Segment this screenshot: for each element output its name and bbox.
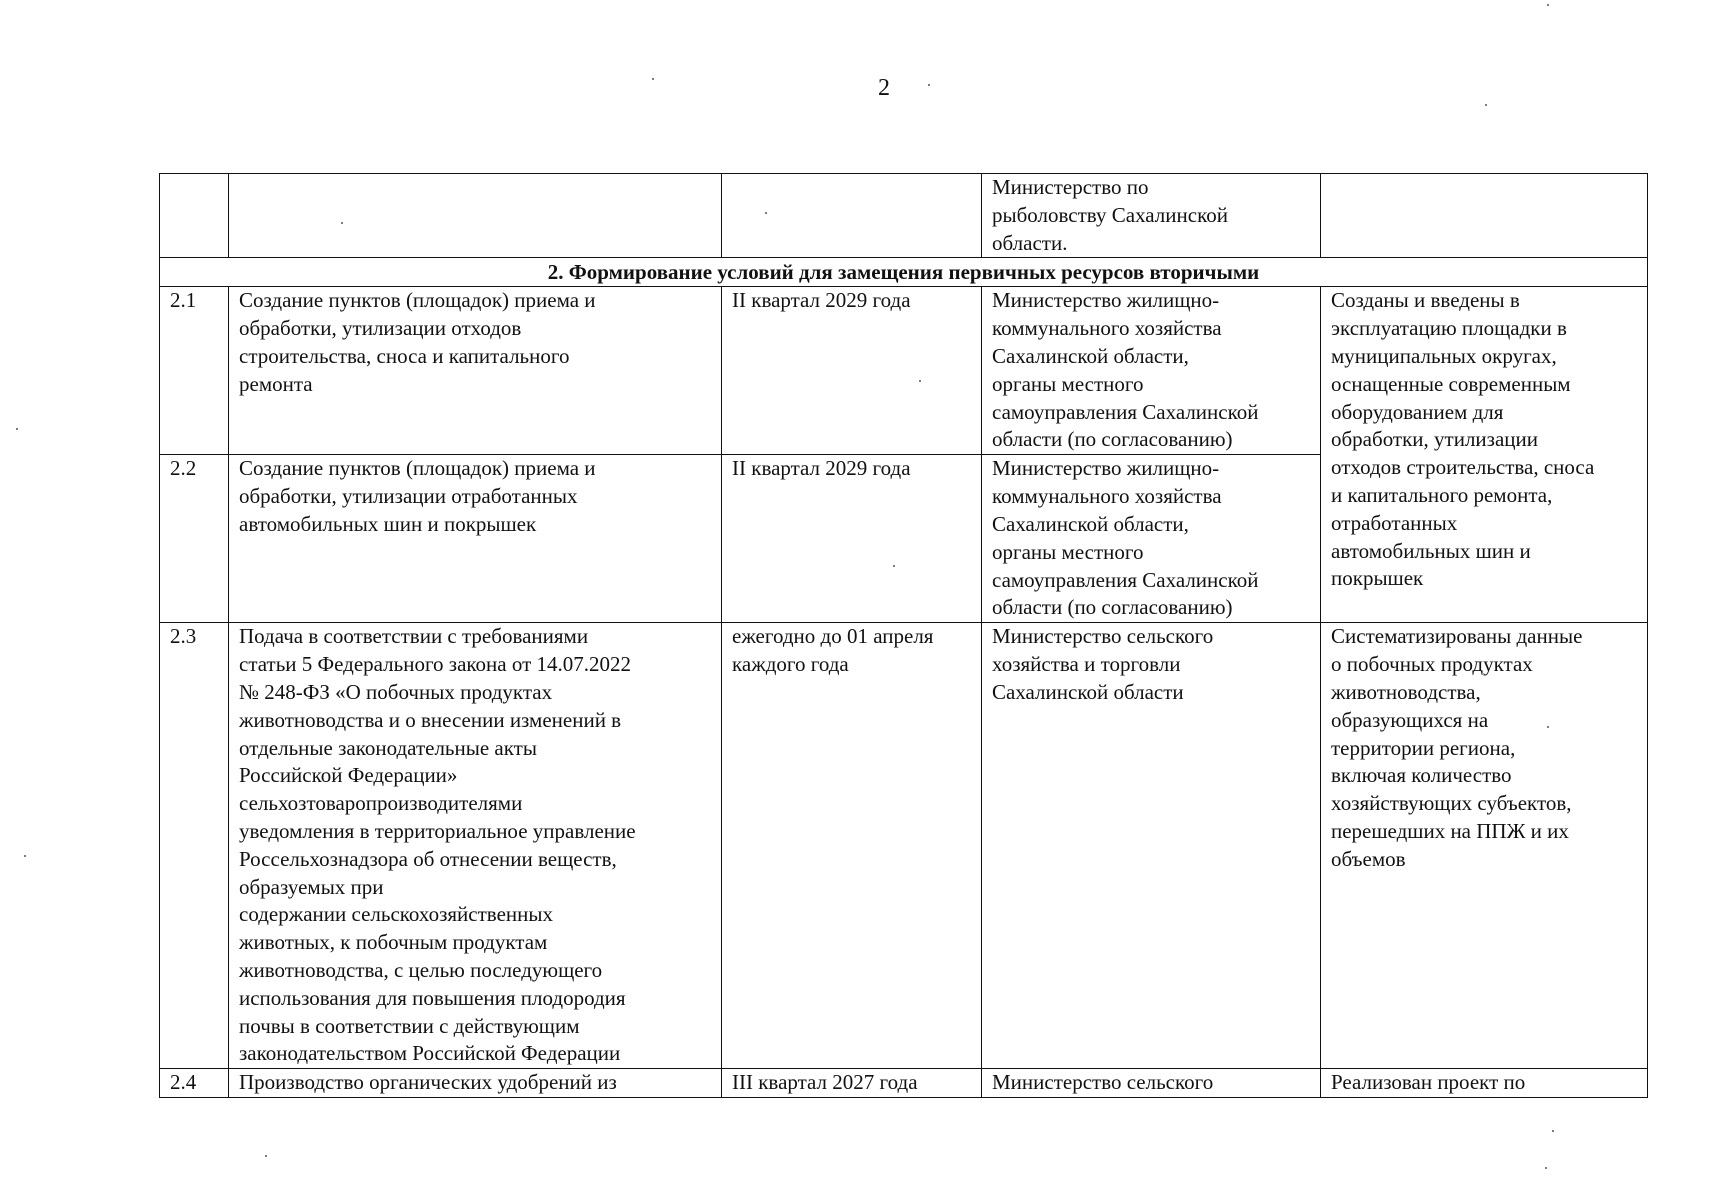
result-cell: Систематизированы данные о побочных продуктах животноводства, образующихся на территории региона, включая количество хозяйствующих субъектов, перешедших на ППЖ и их объемов [1321, 623, 1648, 1069]
row-number: 2.1 [160, 287, 229, 455]
scan-speck [1545, 1167, 1547, 1169]
row-number: 2.4 [160, 1069, 229, 1098]
deadline-cell [722, 174, 982, 258]
page-number: 2 [878, 75, 890, 101]
measure-cell: Производство органических удобрений из [229, 1069, 722, 1098]
scan-speck [765, 212, 767, 214]
deadline-cell: II квартал 2029 года [722, 287, 982, 455]
deadline-cell: ежегодно до 01 апреля каждого года [722, 623, 982, 1069]
measure-cell [229, 174, 722, 258]
responsible-cell: Министерство жилищно- коммунального хозяйства Сахалинской области, органы местного самоуправления Сахалинской области (по согласованию) [982, 455, 1321, 623]
scan-speck [1485, 104, 1487, 106]
scan-speck [265, 1155, 267, 1157]
deadline-cell: III квартал 2027 года [722, 1069, 982, 1098]
result-cell: Реализован проект по [1321, 1069, 1648, 1098]
scan-speck [652, 78, 654, 80]
section-heading-row [160, 258, 1648, 287]
scan-speck [919, 380, 921, 382]
scan-speck [928, 84, 930, 86]
measures-table [159, 173, 1648, 1098]
table-row-continuation [160, 174, 1648, 258]
table-row [160, 623, 1648, 1069]
scan-speck [1552, 1130, 1554, 1132]
table-row [160, 1069, 1648, 1098]
section-title: 2. Формирование условий для замещения первичных ресурсов вторичыми [160, 258, 1648, 287]
scan-speck [341, 222, 343, 224]
row-number: 2.3 [160, 623, 229, 1069]
scan-speck [893, 565, 895, 567]
responsible-cell: Министерство по рыболовству Сахалинской области. [982, 174, 1321, 258]
responsible-cell: Министерство сельского [982, 1069, 1321, 1098]
scan-speck [1547, 726, 1549, 728]
measure-cell: Создание пунктов (площадок) приема и обработки, утилизации отработанных автомобильных шин и покрышек [229, 455, 722, 623]
row-number: 2.2 [160, 455, 229, 623]
measure-cell: Создание пунктов (площадок) приема и обработки, утилизации отходов строительства, сноса и капитального ремонта [229, 287, 722, 455]
table-row [160, 287, 1648, 455]
row-number [160, 174, 229, 258]
responsible-cell: Министерство жилищно- коммунального хозяйства Сахалинской области, органы местного самоуправления Сахалинской области (по согласованию) [982, 287, 1321, 455]
result-cell-merged: Созданы и введены в эксплуатацию площадки в муниципальных округах, оснащенные современным оборудованием для обработки, утилизации отходов строительства, сноса и капитального ремонта, отработанных автомобильных шин и покрышек [1321, 287, 1648, 623]
scan-speck [24, 855, 26, 857]
deadline-cell: II квартал 2029 года [722, 455, 982, 623]
result-cell [1321, 174, 1648, 258]
scan-speck [1547, 4, 1549, 6]
measure-cell: Подача в соответствии с требованиями статьи 5 Федерального закона от 14.07.2022 № 248-ФЗ «О побочных продуктах животноводства и о внесении изменений в отдельные законодательные акты Российской Федерации» сельхозтоваропроизводителями уведомления в территориальное управление Россельхознадзора об отнесении веществ, образуемых при содержании сельскохозяйственных животных, к побочным продуктам животноводства, с целью последующего использования для повышения плодородия почвы в соответствии с действующим законодательством Российской Федерации [229, 623, 722, 1069]
scan-speck [16, 428, 18, 430]
responsible-cell: Министерство сельского хозяйства и торговли Сахалинской области [982, 623, 1321, 1069]
